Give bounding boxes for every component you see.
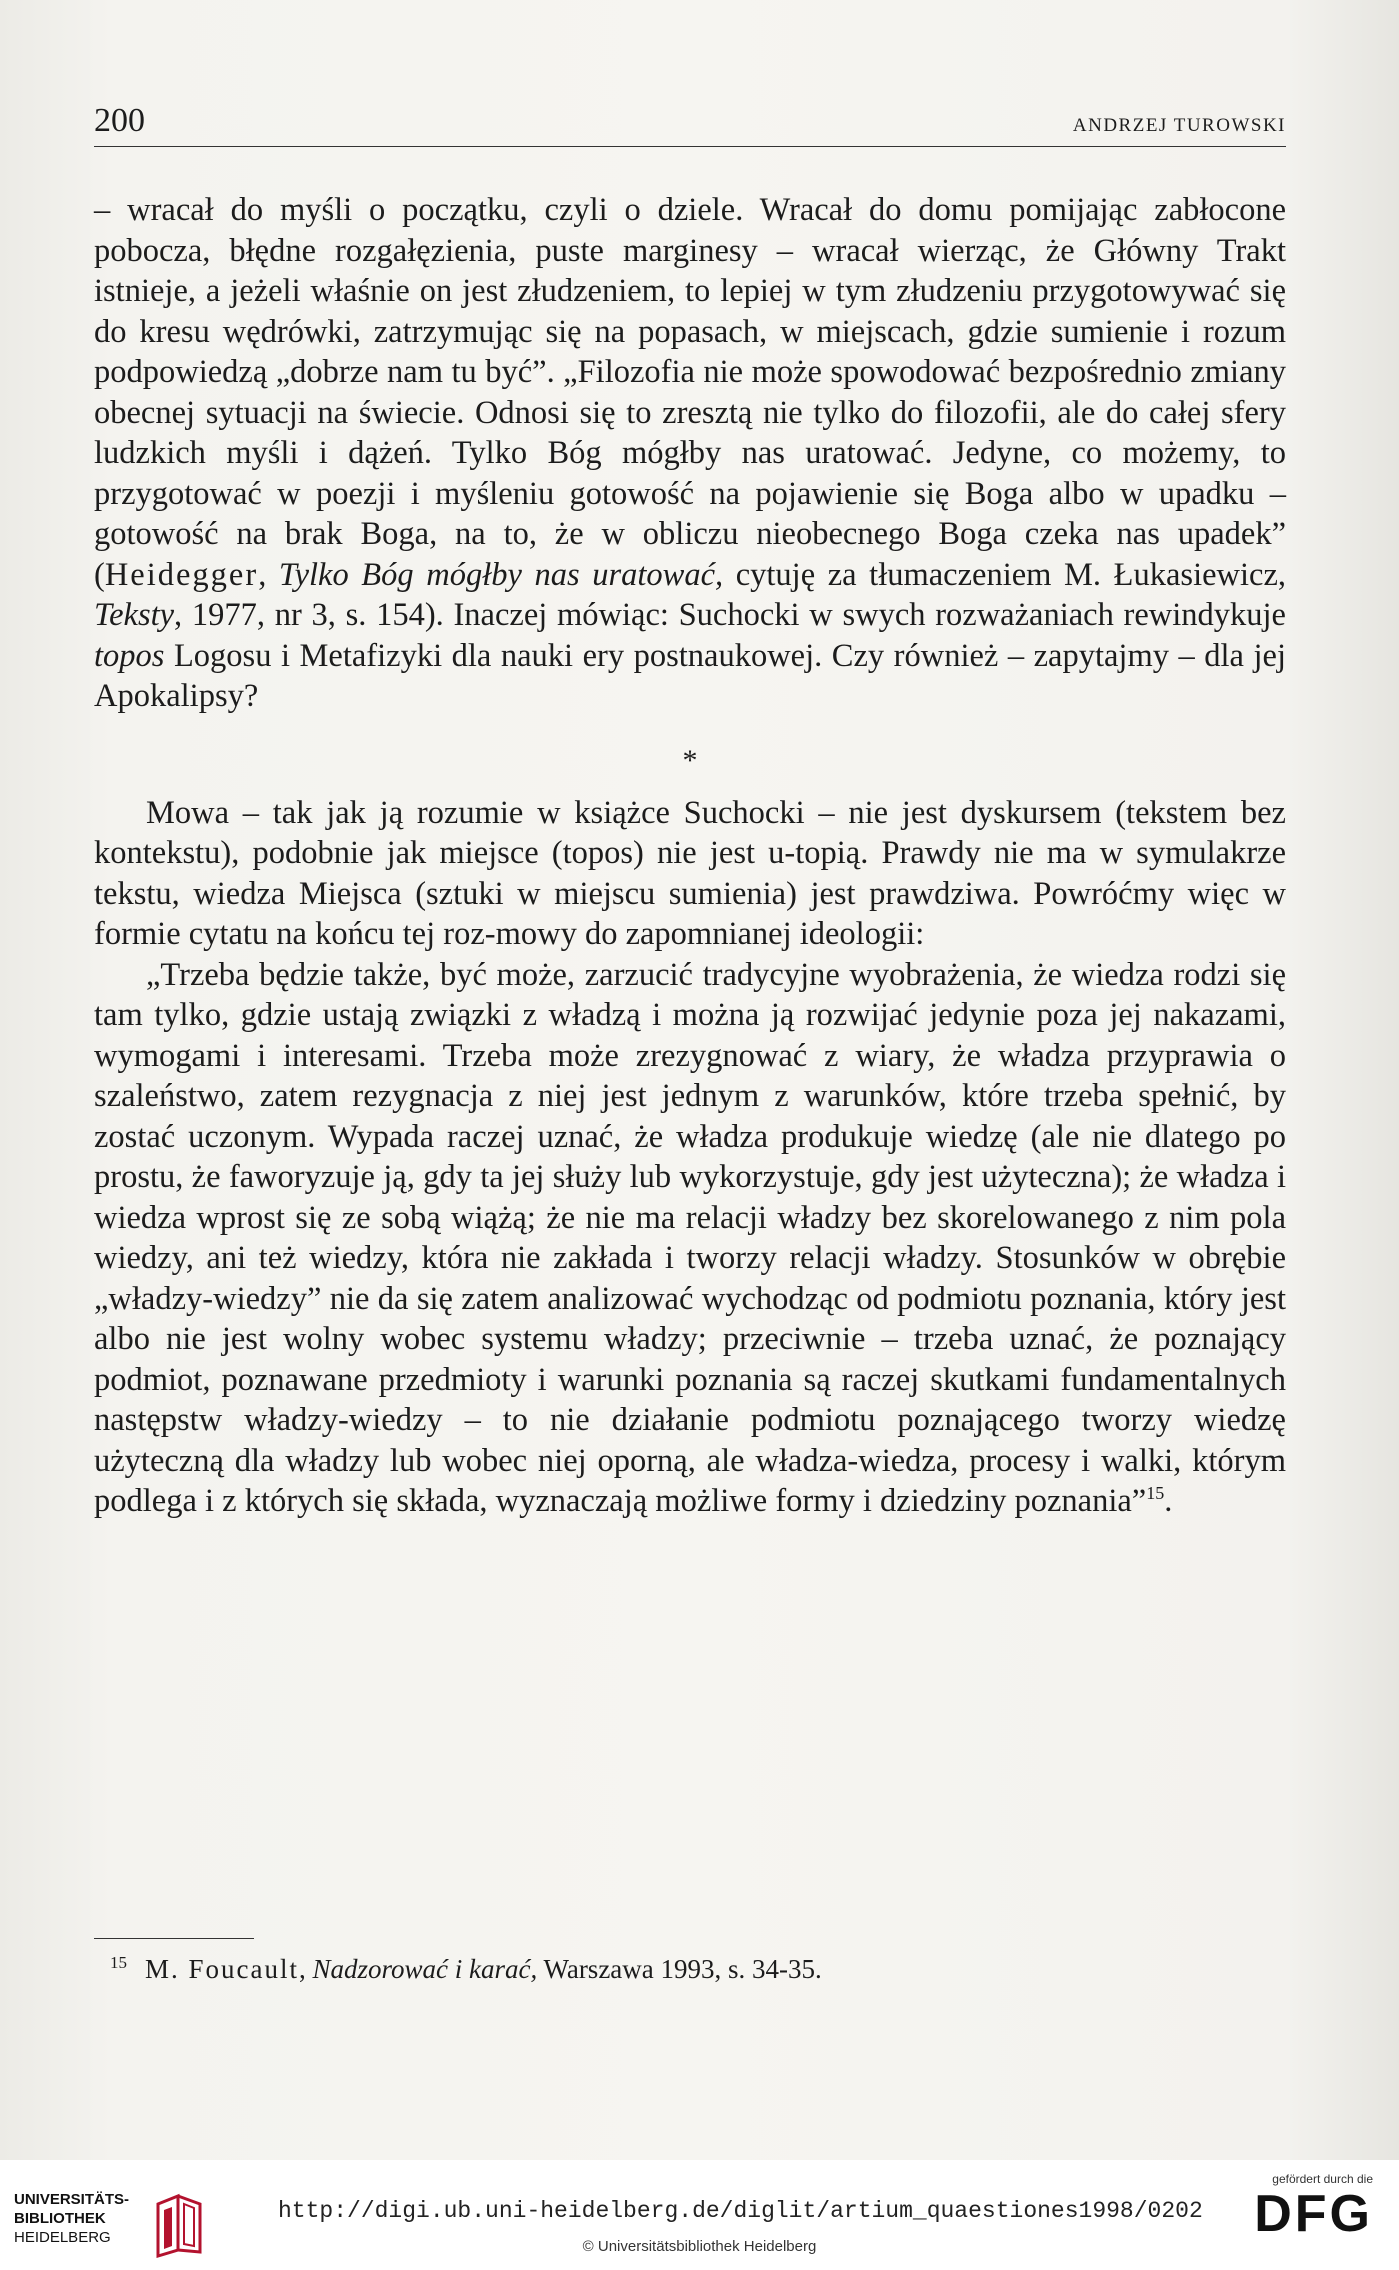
library-name-line-1: UNIVERSITÄTS-	[14, 2191, 130, 2208]
footnote-separator	[94, 1938, 254, 1939]
library-name-line-2: BIBLIOTHEK	[14, 2210, 106, 2227]
footnote-number: 15	[110, 1953, 127, 1972]
running-head	[94, 102, 1286, 147]
copyright-notice: © Universitätsbibliothek Heidelberg	[582, 2238, 817, 2255]
library-name-line-3: HEIDELBERG	[14, 2229, 111, 2246]
footnote-title: Nadzorować i karać,	[312, 1954, 538, 1984]
paragraph-1-text-b: ,	[258, 556, 279, 593]
cited-author-heidegger: Heidegger	[104, 556, 259, 593]
cited-title-2: Teksty	[94, 597, 175, 633]
sponsor-caption: gefördert durch die	[1272, 2172, 1373, 2186]
cited-title-1: Tylko Bóg mógłby nas uratować,	[278, 556, 724, 593]
sponsor-block	[1254, 2172, 1373, 2242]
paragraph-3-quote	[94, 955, 1286, 1522]
dfg-logo: DFG	[1254, 2185, 1373, 2243]
paragraph-2: Mowa – tak jak ją rozumie w książce Suchocki – nie jest dyskursem (tekstem bez kontekstu), podobnie jak miejsce (topos) nie jest u-topią. Prawdy nie ma w symulakrze tekstu, wiedza Miejsca (sztuki w miejscu sumienia) jest prawdziwa. Powróćmy więc w formie cytatu na końcu tej roz-mowy do zapomnianej ideologii:	[94, 794, 1286, 952]
body-text	[94, 190, 1286, 1522]
footnote-rest: Warszawa 1993, s. 34-35.	[537, 1954, 822, 1984]
running-head-author: ANDRZEJ TUROWSKI	[1072, 115, 1286, 136]
footnote: $^{15}$ M. Foucault, Nadzorować i karać, Warszawa 1993, s. 34-35.	[110, 1953, 822, 1984]
paragraph-1-text-d: , 1977, nr 3, s. 154). Inaczej mówiąc: Suchocki w swych rozważaniach rewindykuje	[174, 597, 1286, 633]
digitization-footer	[0, 2160, 1399, 2270]
permalink-url[interactable]: http://digi.ub.uni-heidelberg.de/diglit/artium_quaestiones1998/0202	[278, 2198, 1203, 2224]
paragraph-3-end: .	[1164, 1483, 1173, 1519]
paragraph-3-text: „Trzeba będzie także, być może, zarzucić tradycyjne wyobrażenia, że wiedza rodzi się tam tylko, gdzie ustają związki z władzą i można ją rozwijać jedynie poza jej nakazami, wymogami i interesami. Trzeba może zrezygnować z wiary, że władza przyprawia o szaleństwo, zatem rezygnacja z niej jest jednym z warunków, które trzeba spełnić, by zostać uczonym. Wypada raczej uznać, że władza produkuje wiedzę (ale nie dlatego po prostu, że faworyzuje ją, gdy ta jej służy lub wykorzystuje, gdy jest użyteczna); że władza i wiedza wprost się ze sobą wiążą; że nie ma relacji władzy bez skorelowanego z nim pola wiedzy, ani też wiedzy, która nie zakłada i tworzy relacji władzy. Stosunków w obrębie „władzy-wiedzy” nie da się zatem analizować wychodząc od podmiotu poznania, który jest albo nie jest wolny wobec systemu władzy; przeciwnie – trzeba uznać, że poznający podmiot, poznawane przedmioty i warunki poznania są raczej skutkami fundamentalnych następstw władzy-wiedzy – to nie działanie podmiotu poznającego tworzy wiedzę użyteczną dla władzy lub wobec niej oporną, ale władza-wiedza, procesy i walki, którym podlega i z których się składa, wyznaczają możliwe formy i dziedziny poznania”	[94, 956, 1286, 1519]
paragraph-1-text-a: – wracał do myśli o początku, czyli o dziele. Wracał do domu pomijając zabłocone pobocza, błędne rozgałęzienia, puste marginesy – wracał wierząc, że Główny Trakt istnieje, a jeżeli właśnie on jest złudzeniem, to lepiej w tym złudzeniu przygotowywać się do kresu wędrówki, zatrzymując się na popasach, w miejscach, gdzie sumienie i rozum podpowiedzą „dobrze nam tu być”. „Filozofia nie może spowodować bezpośrednio zmiany obecnej sytuacji na świecie. Odnosi się to zresztą nie tylko do filozofii, ale do całej sfery ludzkich myśli i dążeń. Tylko Bóg mógłby nas uratować. Jedyne, co możemy, to przygotować w poezji i myśleniu gotowość na pojawienie się Boga albo w upadku – gotowość na brak Boga, na to, że w obliczu nieobecnego Boga czeka nas upadek” (	[94, 192, 1286, 593]
paragraph-1	[94, 190, 1286, 717]
page-number: 200	[94, 102, 145, 139]
section-break-asterisk: *	[682, 743, 698, 777]
footnote-reference[interactable]: 15	[1146, 1483, 1165, 1504]
topos-term: topos	[94, 637, 165, 674]
paragraph-1-text-c: cytuję za tłumaczeniem M. Łukasiewicz,	[723, 556, 1286, 593]
paragraph-1-text-e: Logosu i Metafizyki dla nauki ery postnaukowej. Czy również – zapytajmy – dla jej Apokalipsy?	[94, 637, 1286, 714]
footnote-author: M. Foucault	[145, 1954, 299, 1984]
